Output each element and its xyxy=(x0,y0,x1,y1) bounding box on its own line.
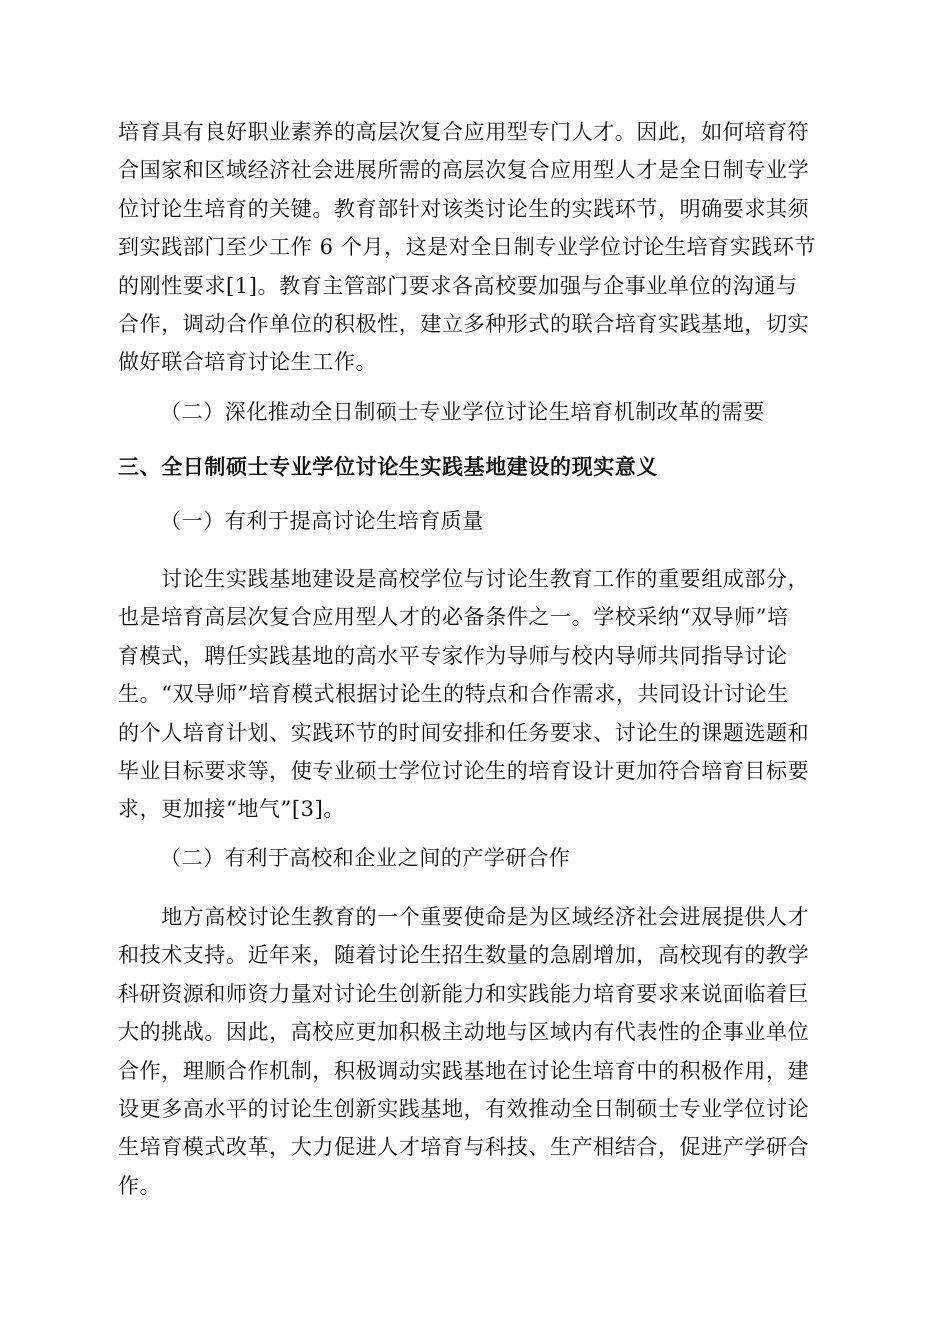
subheading-quality: （一）有利于提高讨论生培育质量 xyxy=(160,509,484,533)
subheading-reform-need: （二）深化推动全日制硕士专业学位讨论生培育机制改革的需要 xyxy=(160,400,765,424)
subheading-cooperation: （二）有利于高校和企业之间的产学研合作 xyxy=(160,846,571,870)
paragraph-line: 毕业目标要求等，使专业硕士学位讨论生的培育设计更加符合培育目标要 xyxy=(118,758,810,783)
paragraph-line: 科研资源和师资力量对讨论生创新能力和实践能力培育要求来说面临着巨 xyxy=(118,981,810,1006)
paragraph-talent-requirements xyxy=(118,113,838,382)
paragraph-line: 地方高校讨论生教育的一个重要使命是为区域经济社会进展提供人才 xyxy=(118,905,810,929)
paragraph-line: 合作，理顺合作机制，积极调动实践基地在讨论生培育中的积极作用，建 xyxy=(118,1058,810,1083)
paragraph-practice-base xyxy=(118,560,838,829)
paragraph-line: 生培育模式改革，大力促进人才培育与科技、生产相结合，促进产学研合 xyxy=(118,1135,810,1160)
paragraph-line: 培育具有良好职业素养的高层次复合应用型专门人才。因此，如何培育符 xyxy=(118,120,810,144)
paragraph-line: 设更多高水平的讨论生创新实践基地，有效推动全日制硕士专业学位讨论 xyxy=(118,1096,810,1121)
paragraph-line: 的刚性要求[1]。教育主管部门要求各高校要加强与企事业单位的沟通与 xyxy=(118,273,798,298)
paragraph-line: 的个人培育计划、实践环节的时间安排和任务要求、讨论生的课题选题和 xyxy=(118,720,810,745)
paragraph-line: 育模式，聘任实践基地的高水平专家作为导师与校内导师共同指导讨论 xyxy=(118,643,788,668)
paragraph-line: 到实践部门至少工作 6 个月，这是对全日制专业学位讨论生培育实践环节 xyxy=(118,235,817,260)
paragraph-line: 合作，调动合作单位的积极性，建立多种形式的联合培育实践基地，切实 xyxy=(118,311,810,336)
paragraph-line: 求，更加接“地气”[3]。 xyxy=(118,797,346,822)
paragraph-line: 做好联合培育讨论生工作。 xyxy=(118,350,378,375)
paragraph-line: 讨论生实践基地建设是高校学位与讨论生教育工作的重要组成部分， xyxy=(118,567,810,591)
paragraph-line: 作。 xyxy=(118,1173,162,1198)
paragraph-line: 大的挑战。因此，高校应更加积极主动地与区域内有代表性的企事业单位 xyxy=(118,1020,810,1045)
paragraph-line: 位讨论生培育的关键。教育部针对该类讨论生的实践环节，明确要求其须 xyxy=(118,196,810,221)
paragraph-regional-cooperation xyxy=(118,898,838,1205)
paragraph-line: 和技术支持。近年来，随着讨论生招生数量的急剧增加，高校现有的教学 xyxy=(118,943,810,968)
paragraph-line: 也是培育高层次复合应用型人才的必备条件之一。学校采纳“双导师”培 xyxy=(118,605,789,630)
paragraph-line: 生。“双导师”培育模式根据讨论生的特点和合作需求，共同设计讨论生 xyxy=(118,682,789,707)
section-heading-practical-significance: 三、全日制硕士专业学位讨论生实践基地建设的现实意义 xyxy=(118,455,658,479)
paragraph-line: 合国家和区域经济社会进展所需的高层次复合应用型人才是全日制专业学 xyxy=(118,158,810,183)
